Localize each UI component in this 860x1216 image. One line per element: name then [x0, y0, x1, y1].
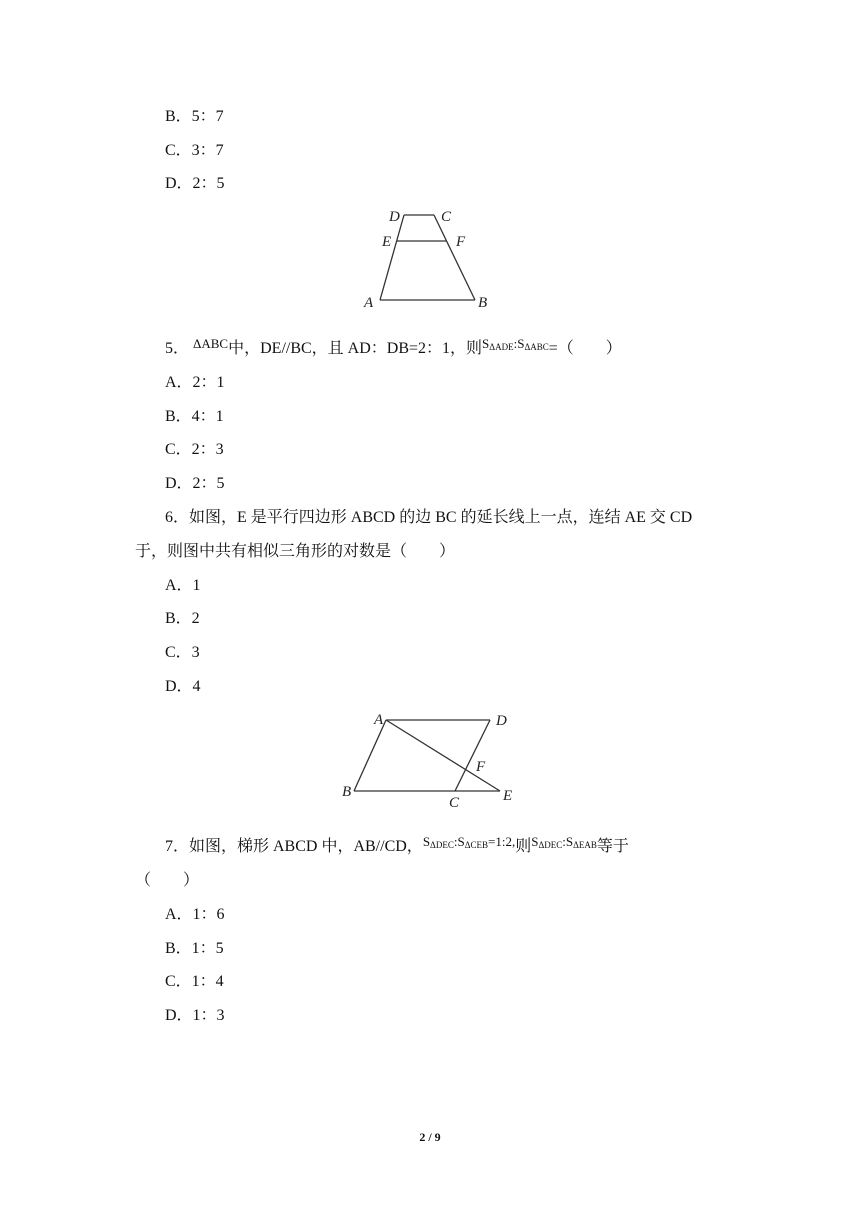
page-number: 2 / 9: [419, 1130, 441, 1144]
q5-colon: :: [513, 336, 518, 351]
label-f: F: [476, 759, 486, 775]
q6-option-a: A．1: [165, 577, 201, 594]
q7-option-a: A．1：6: [165, 906, 225, 923]
label-c: C: [449, 795, 460, 808]
q7-tail: 等于: [596, 838, 629, 855]
trapezoid-figure: [360, 203, 500, 313]
label-c: C: [441, 209, 452, 225]
q7-option-d: D．1：3: [165, 1007, 225, 1024]
q7-lead: 7．如图，梯形 ABCD 中，AB//CD，: [165, 838, 423, 855]
q7-s1: S: [422, 834, 431, 849]
q7-s2: S: [457, 834, 465, 849]
q5-option-a: A．2：1: [165, 374, 225, 391]
q5-sub2: ΔABC: [524, 342, 549, 352]
label-e: E: [382, 234, 392, 250]
q6-line-2: 于，则图中共有相似三角形的对数是（ ）: [135, 543, 456, 560]
q6-option-d: D．4: [165, 678, 201, 695]
q4-option-b: B．5：7: [165, 108, 224, 125]
q7-ratio-1: [423, 834, 515, 849]
q7-sub4: ΔEAB: [573, 840, 597, 850]
q7-option-b: B．1：5: [165, 940, 224, 957]
q6-option-b: B．2: [165, 610, 200, 627]
q7-ratio-2: [531, 834, 597, 849]
label-f: F: [456, 234, 466, 250]
q5-s2: S: [517, 336, 525, 351]
q5-number: 5．: [165, 340, 190, 357]
q5-text: 中，DE//BC，且 AD：DB=2：1，则: [228, 340, 483, 357]
q5-option-d: D．2：5: [165, 475, 225, 492]
label-d: D: [389, 209, 400, 225]
q5-option-b: B．4：1: [165, 408, 224, 425]
q5-option-c: C．2：3: [165, 441, 224, 458]
q7-eq: =1:2,: [488, 834, 516, 849]
q7-sub1: ΔDEC: [430, 840, 454, 850]
q5-tail: =（ ）: [548, 340, 622, 357]
q7-sub3: ΔDEC: [538, 840, 563, 850]
q5-sub1: ΔADE: [489, 342, 514, 352]
label-a: A: [374, 712, 384, 728]
q6-line-1: 6．如图，E 是平行四边形 ABCD 的边 BC 的延长线上一点，连结 AE 交 CD: [165, 509, 693, 526]
q7-s3: S: [531, 834, 539, 849]
q7-sub2: ΔCEB: [464, 840, 488, 850]
label-b: B: [342, 784, 352, 800]
q4-option-c: C．3：7: [165, 142, 224, 159]
q5-triangle: ΔABC: [193, 336, 229, 351]
q7-line-2: （ ）: [135, 872, 200, 889]
label-b: B: [478, 295, 488, 311]
q7-option-c: C．1：4: [165, 973, 224, 990]
label-e: E: [503, 788, 513, 804]
q7-colon1: :: [453, 834, 458, 849]
q6-option-c: C．3: [165, 644, 200, 661]
q7-colon2: :: [562, 834, 566, 849]
q7-s4: S: [565, 834, 574, 849]
question-5: [165, 338, 622, 363]
label-a: A: [364, 295, 374, 311]
label-d: D: [496, 713, 507, 729]
q4-option-d: D．2：5: [165, 175, 225, 192]
q5-ratio: [482, 336, 549, 351]
q7-mid: 则: [515, 838, 532, 855]
question-7: [165, 836, 629, 861]
q5-s1: S: [482, 336, 490, 351]
parallelogram-figure: [335, 708, 525, 808]
